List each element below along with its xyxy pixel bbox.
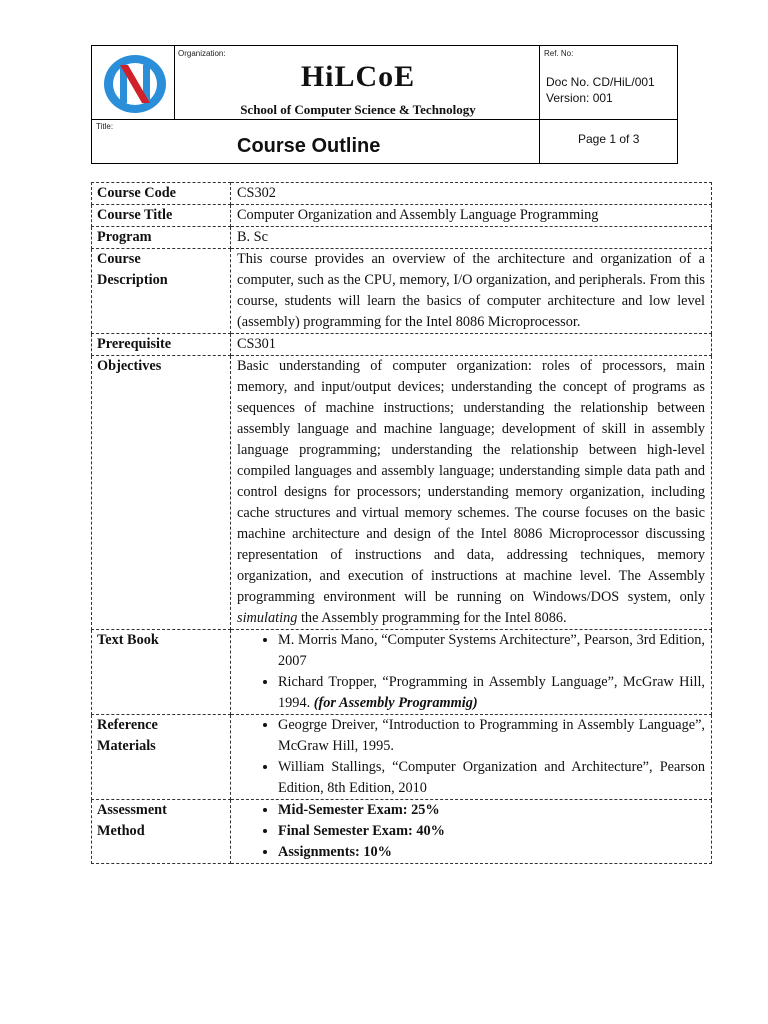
assessment-label xyxy=(92,800,231,864)
doc-number: Doc No. CD/HiL/001 xyxy=(546,75,655,89)
title-label: Title: xyxy=(96,122,114,131)
document-header xyxy=(91,45,678,164)
textbook-item: M. Morris Mano, “Computer Systems Architecture”, Pearson, 3rd Edition, 2007 xyxy=(278,632,705,669)
prerequisite-value: CS301 xyxy=(231,334,712,356)
description-value: This course provides an overview of the architecture and organization of a computer, such as the CPU, memory, I/O organization, and peripherals. From this course, students will learn the basics of computer architecture and low level (assembly) programming for the Intel 8086 Microprocessor. xyxy=(231,249,712,334)
program-value: B. Sc xyxy=(231,227,712,249)
objectives-italic: simulating xyxy=(237,610,298,626)
list-item: • William Stallings, “Computer Organization and Architecture”, Pearson Edition, 8th Edition, 2010 xyxy=(278,757,705,799)
list-item xyxy=(278,672,705,714)
course-code-label: Course Code xyxy=(92,183,231,205)
page-number: Page 1 of 3 xyxy=(578,132,640,146)
ref-no-label: Ref. No: xyxy=(544,49,574,58)
reference-label-line1: Reference xyxy=(97,717,158,733)
table-row xyxy=(92,715,712,800)
assessment-value xyxy=(231,800,712,864)
organization-name: HiLCoE xyxy=(300,60,416,93)
table-row xyxy=(92,227,712,249)
list-item: • Geogrge Dreiver, “Introduction to Programming in Assembly Language”, McGraw Hill, 1995. xyxy=(278,715,705,757)
hilcoe-logo xyxy=(102,53,168,115)
course-title-value: Computer Organization and Assembly Language Programming xyxy=(231,205,712,227)
reference-label xyxy=(92,715,231,800)
textbook-label: Text Book xyxy=(92,630,231,715)
doc-version: Version: 001 xyxy=(546,91,613,105)
list-item: • Mid-Semester Exam: 25% xyxy=(278,800,705,821)
divider xyxy=(92,119,677,120)
table-row xyxy=(92,249,712,334)
list-item xyxy=(278,630,705,672)
table-row xyxy=(92,356,712,630)
course-outline-table xyxy=(91,182,712,864)
table-row xyxy=(92,800,712,864)
reference-list xyxy=(237,715,705,799)
reference-label-line2: Materials xyxy=(97,738,156,754)
list-item: • Final Semester Exam: 40% xyxy=(278,821,705,842)
table-row xyxy=(92,334,712,356)
description-label xyxy=(92,249,231,334)
table-row xyxy=(92,630,712,715)
description-label-line1: Course xyxy=(97,251,141,267)
page-title: Course Outline xyxy=(237,135,381,157)
organization-subtitle: School of Computer Science & Technology xyxy=(240,102,476,117)
textbook-value xyxy=(231,630,712,715)
assessment-label-line1: Assessment xyxy=(97,802,167,818)
prerequisite-label: Prerequisite xyxy=(92,334,231,356)
textbook-item: Richard Tropper, “Programming in Assembly Language”, McGraw Hill, 1994. xyxy=(278,674,705,711)
course-code-value: CS302 xyxy=(231,183,712,205)
objectives-text-end: the Assembly programming for the Intel 8086. xyxy=(300,610,567,626)
organization-label: Organization: xyxy=(178,49,226,58)
table-row xyxy=(92,183,712,205)
objectives-value xyxy=(231,356,712,630)
table-row xyxy=(92,205,712,227)
divider xyxy=(174,46,175,119)
description-label-line2: Description xyxy=(97,272,168,288)
reference-value xyxy=(231,715,712,800)
textbook-note: (for Assembly Programmig) xyxy=(313,695,478,711)
assessment-list xyxy=(237,800,705,863)
textbook-list xyxy=(237,630,705,714)
objectives-text: Basic understanding of computer organization: roles of processors, main memory, and input/output devices; understanding the concept of programs as sequences of machine instructions; understanding the relationship between assembly language and machine language; development of skill in assembly language programming; understanding the relationship between high-level compiled languages and assembly language; understanding simple data path and control designs for processors; understanding memory organization, including cache structures and virtual memory schemes. The course focuses on the basic machine architecture and design of the Intel 8086 Microprocessor discussing representation of instructions and data, addressing techniques, memory organization, and execution of instructions at machine level. The Assembly programming environment will be running on Windows/DOS system, only xyxy=(237,358,705,605)
objectives-label: Objectives xyxy=(92,356,231,630)
assessment-label-line2: Method xyxy=(97,823,145,839)
list-item: • Assignments: 10% xyxy=(278,842,705,863)
course-title-label: Course Title xyxy=(92,205,231,227)
program-label: Program xyxy=(92,227,231,249)
